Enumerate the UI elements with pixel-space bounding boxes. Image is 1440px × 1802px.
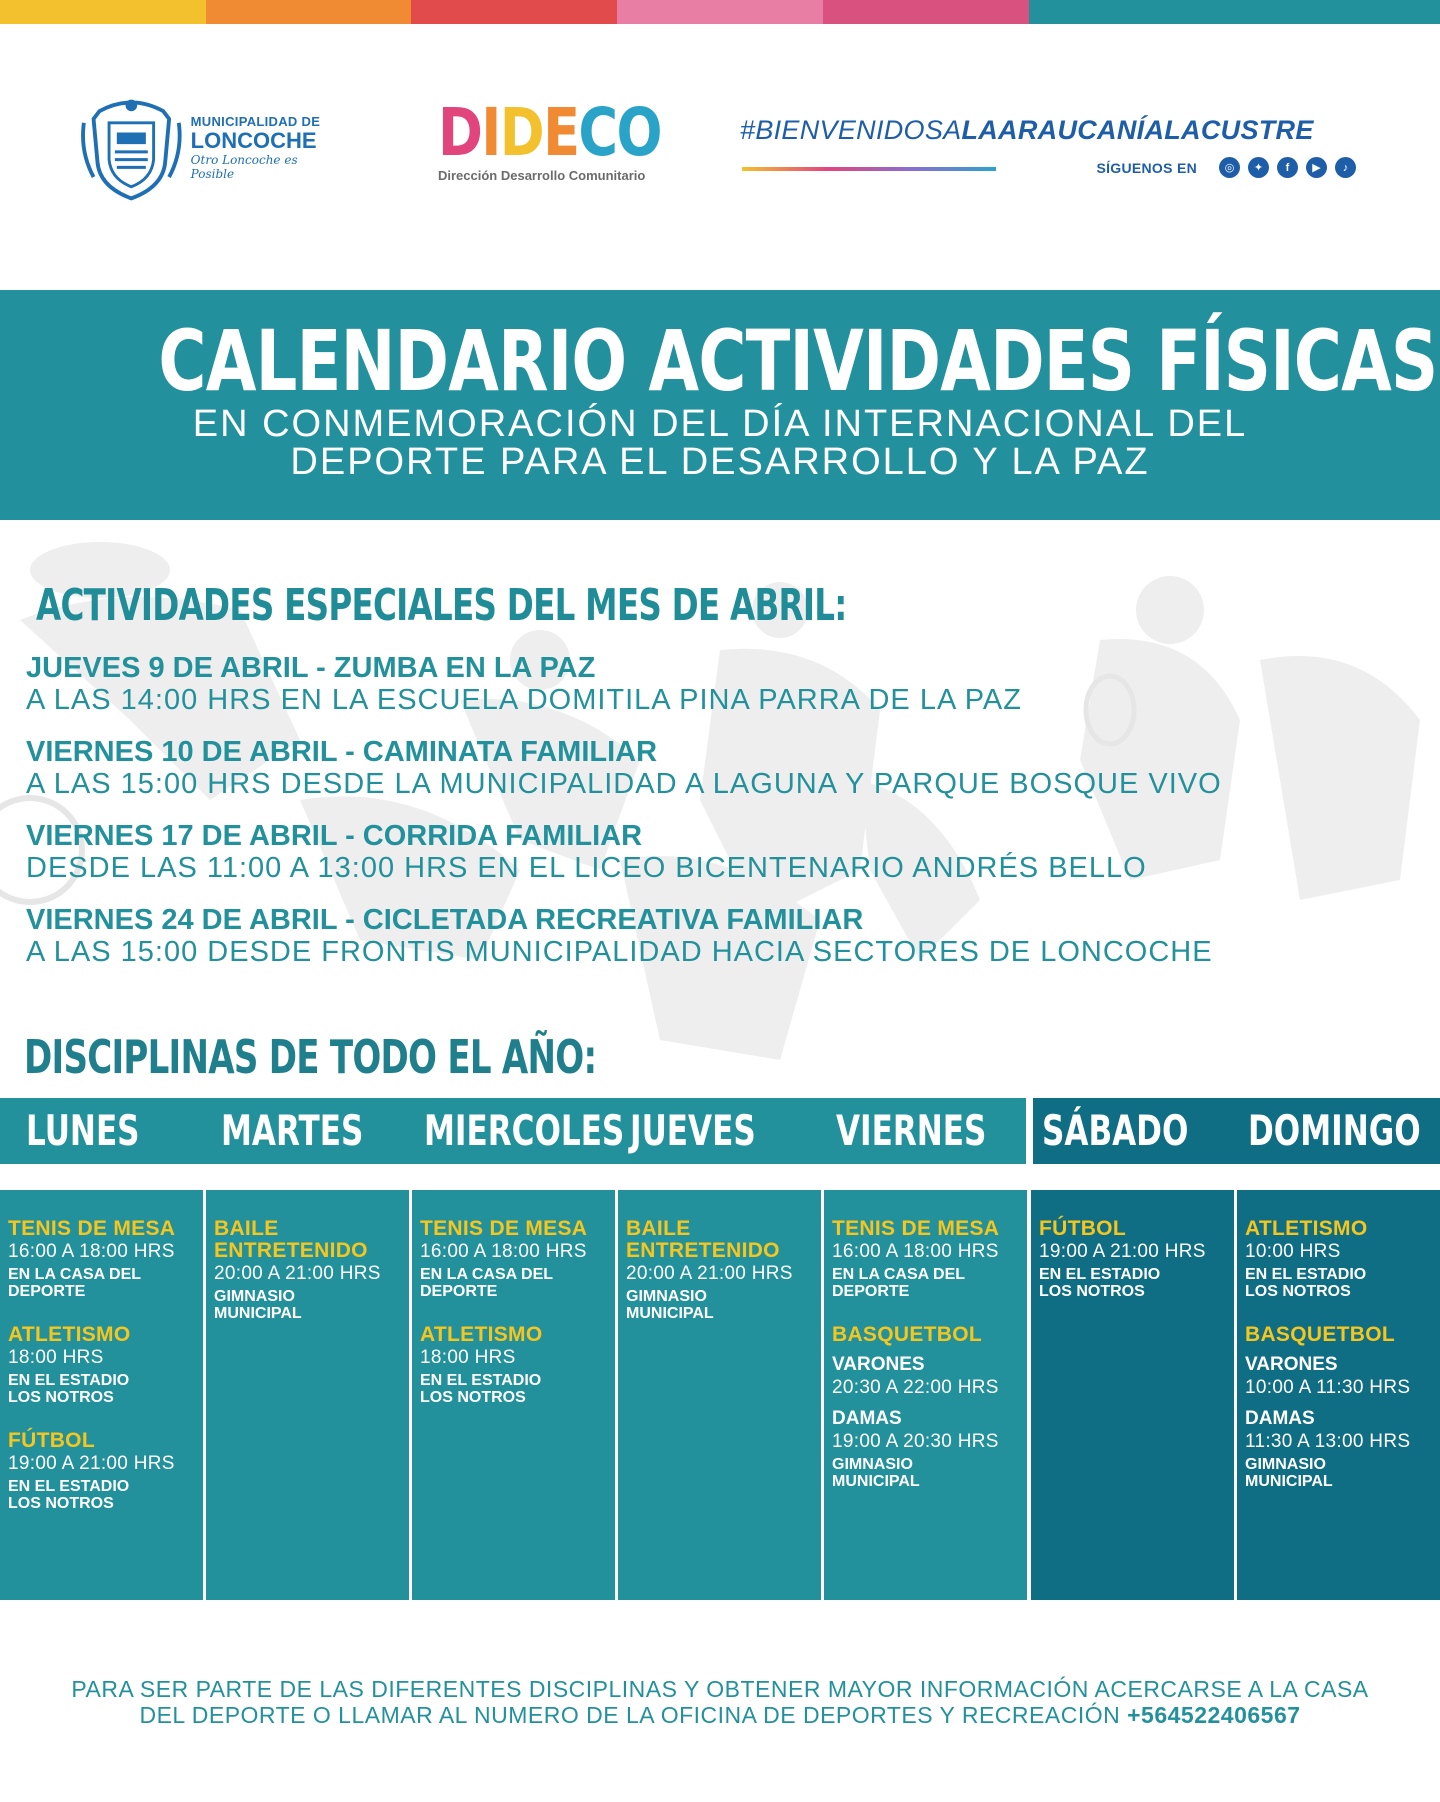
schedule-column-miercoles [412,1190,615,1600]
hashtag-part-normal: #BIENVENIDOSA [740,115,962,145]
activity-block [1039,1218,1226,1300]
activity-block [1245,1218,1432,1300]
schedule-column-domingo [1237,1190,1440,1600]
event-title: JUEVES 9 DE ABRIL - ZUMBA EN LA PAZ [26,652,596,684]
activity-block [8,1430,195,1512]
day-label-lunes: LUNES [26,1106,140,1155]
event-description: DESDE LAS 11:00 A 13:00 HRS EN EL LICEO BICENTENARIO ANDRÉS BELLO [26,852,1147,884]
stripe-segment [206,0,412,24]
activity-group-hours: 10:00 A 11:30 HRS [1245,1377,1411,1398]
activity-block [1245,1324,1432,1490]
follow-label: SÍGUENOS EN [1096,159,1197,176]
activity-hours: 20:00 A 21:00 HRS [626,1263,793,1284]
activity-group-hours: 20:30 A 22:00 HRS [832,1377,999,1398]
activity-name: BAILE ENTRETENIDO [626,1217,780,1262]
dideco-subtitle: Dirección Desarrollo Comunitario [438,168,646,183]
activity-location: GIMNASIO MUNICIPAL [214,1288,302,1322]
list-item [26,736,1406,800]
hashtag-part-bold: LAARAUCANÍALACUSTRE [961,115,1314,145]
special-events-list [26,652,1406,988]
activity-name: TENIS DE MESA [8,1217,176,1240]
activity-block [420,1324,607,1406]
instagram-icon[interactable]: ◎ [1219,157,1240,178]
activity-block [626,1218,813,1322]
activity-hours: 16:00 A 18:00 HRS [420,1241,587,1262]
hashtag [740,115,1360,146]
stripe-segment [0,0,206,24]
municipal-crest-icon [80,92,183,204]
schedule-column-sabado [1031,1190,1234,1600]
facebook-icon[interactable]: f [1277,157,1298,178]
stripe-segment [617,0,823,24]
footer-line-1: PARA SER PARTE DE LAS DIFERENTES DISCIPLINAS Y OBTENER MAYOR INFORMACIÓN ACERCARSE A LA CASA [71,1676,1369,1702]
stripe-segment [823,0,1029,24]
activity-block [214,1218,401,1322]
activity-location: EN EL ESTADIO LOS NOTROS [1039,1266,1161,1300]
disciplinas-heading: DISCIPLINAS DE TODO EL AÑO: [24,1030,597,1084]
dideco-letter: E [543,94,579,171]
youtube-icon[interactable]: ▶ [1306,157,1327,178]
activity-name: ATLETISMO [420,1323,543,1346]
schedule-column-lunes [0,1190,203,1600]
stripe-segment [411,0,617,24]
activity-hours: 20:00 A 21:00 HRS [214,1263,381,1284]
activity-hours: 10:00 HRS [1245,1241,1341,1262]
activity-name: BASQUETBOL [1245,1323,1395,1346]
schedule-column-viernes [824,1190,1027,1600]
day-label-martes: MARTES [221,1106,364,1155]
hashtag-underline [742,167,996,171]
event-title: VIERNES 17 DE ABRIL - CORRIDA FAMILIAR [26,820,643,852]
activity-location: EN EL ESTADIO LOS NOTROS [420,1372,542,1406]
event-title: VIERNES 24 DE ABRIL - CICLETADA RECREATIVA FAMILIAR [26,904,864,936]
activity-group-hours: 11:30 A 13:00 HRS [1245,1431,1411,1452]
schedule-column-martes [206,1190,409,1600]
subtitle-line-1: EN CONMEMORACIÓN DEL DÍA INTERNACIONAL DEL [192,403,1248,445]
footer-info [20,1676,1420,1728]
activity-name: ATLETISMO [8,1323,131,1346]
especiales-heading: ACTIVIDADES ESPECIALES DEL MES DE ABRIL: [36,580,847,631]
event-description: A LAS 15:00 HRS DESDE LA MUNICIPALIDAD A LAGUNA Y PARQUE BOSQUE VIVO [26,768,1222,800]
activity-location: GIMNASIO MUNICIPAL [1245,1456,1333,1490]
activity-location: EN LA CASA DEL DEPORTE [8,1266,142,1300]
day-label-sabado: SÁBADO [1042,1106,1189,1155]
activity-name: TENIS DE MESA [832,1217,1000,1240]
stripe-segment [1029,0,1235,24]
stripe-segment [1234,0,1440,24]
title-band [0,290,1440,520]
page-title: CALENDARIO ACTIVIDADES FÍSICAS [158,312,1438,410]
activity-name: BAILE ENTRETENIDO [214,1217,368,1262]
dideco-logo [438,94,661,185]
activity-group-label: DAMAS [832,1408,902,1429]
tiktok-icon[interactable]: ♪ [1335,157,1356,178]
activity-hours: 18:00 HRS [420,1347,516,1368]
activity-location: EN EL ESTADIO LOS NOTROS [8,1478,130,1512]
top-color-stripe [0,0,1440,24]
activity-location: EN EL ESTADIO LOS NOTROS [8,1372,130,1406]
activity-hours: 19:00 A 21:00 HRS [1039,1241,1206,1262]
activity-block [832,1218,1019,1300]
twitter-icon[interactable]: ✦ [1248,157,1269,178]
day-label-viernes: VIERNES [836,1106,987,1155]
activity-location: EN LA CASA DEL DEPORTE [420,1266,554,1300]
event-title: VIERNES 10 DE ABRIL - CAMINATA FAMILIAR [26,736,658,768]
activity-group-label: DAMAS [1245,1408,1315,1429]
footer-phone[interactable]: +564522406567 [1127,1702,1301,1728]
activity-block [8,1218,195,1300]
social-follow [1096,157,1356,178]
day-label-miercoles: MIERCOLES [424,1106,625,1155]
activity-name: TENIS DE MESA [420,1217,588,1240]
activity-name: BASQUETBOL [832,1323,982,1346]
activity-hours: 19:00 A 21:00 HRS [8,1453,175,1474]
list-item [26,820,1406,884]
schedule-column-jueves [618,1190,821,1600]
activity-hours: 16:00 A 18:00 HRS [832,1241,999,1262]
activity-name: FÚTBOL [8,1429,95,1452]
activity-location: GIMNASIO MUNICIPAL [626,1288,714,1322]
activity-location: EN LA CASA DEL DEPORTE [832,1266,966,1300]
muni-label-big: LONCOCHE [190,128,317,153]
dideco-letter: I [481,94,500,171]
day-label-domingo: DOMINGO [1248,1106,1421,1155]
footer-line-2: DEL DEPORTE O LLAMAR AL NUMERO DE LA OFICINA DE DEPORTES Y RECREACIÓN [139,1702,1121,1728]
muni-slogan: Otro Loncoche es Posible [190,153,298,181]
list-item [26,652,1406,716]
activity-group-label: VARONES [1245,1354,1338,1375]
activity-group-label: VARONES [832,1354,925,1375]
list-item [26,904,1406,968]
dideco-letter: C [578,94,617,171]
event-description: A LAS 15:00 DESDE FRONTIS MUNICIPALIDAD HACIA SECTORES DE LONCOCHE [26,936,1213,968]
dideco-wordmark [438,94,661,171]
subtitle-line-2: DEPORTE PARA EL DESARROLLO Y LA PAZ [290,441,1150,483]
dideco-letter: D [438,94,482,171]
activity-name: ATLETISMO [1245,1217,1368,1240]
activity-hours: 18:00 HRS [8,1347,104,1368]
activity-hours: 16:00 A 18:00 HRS [8,1241,175,1262]
municipal-logo [80,90,340,205]
activity-block [8,1324,195,1406]
activity-block [420,1218,607,1300]
event-description: A LAS 14:00 HRS EN LA ESCUELA DOMITILA PINA PARRA DE LA PAZ [26,684,1022,716]
hashtag-block [740,115,1360,185]
activity-location: GIMNASIO MUNICIPAL [832,1456,920,1490]
dideco-letter: D [499,94,544,171]
day-label-jueves: JUEVES [630,1106,756,1155]
dideco-letter: O [616,94,661,171]
activity-location: EN EL ESTADIO LOS NOTROS [1245,1266,1367,1300]
activity-block [832,1324,1019,1490]
activity-name: FÚTBOL [1039,1217,1126,1240]
muni-label-small: MUNICIPALIDAD DE [190,114,321,129]
activity-group-hours: 19:00 A 20:30 HRS [832,1431,999,1452]
